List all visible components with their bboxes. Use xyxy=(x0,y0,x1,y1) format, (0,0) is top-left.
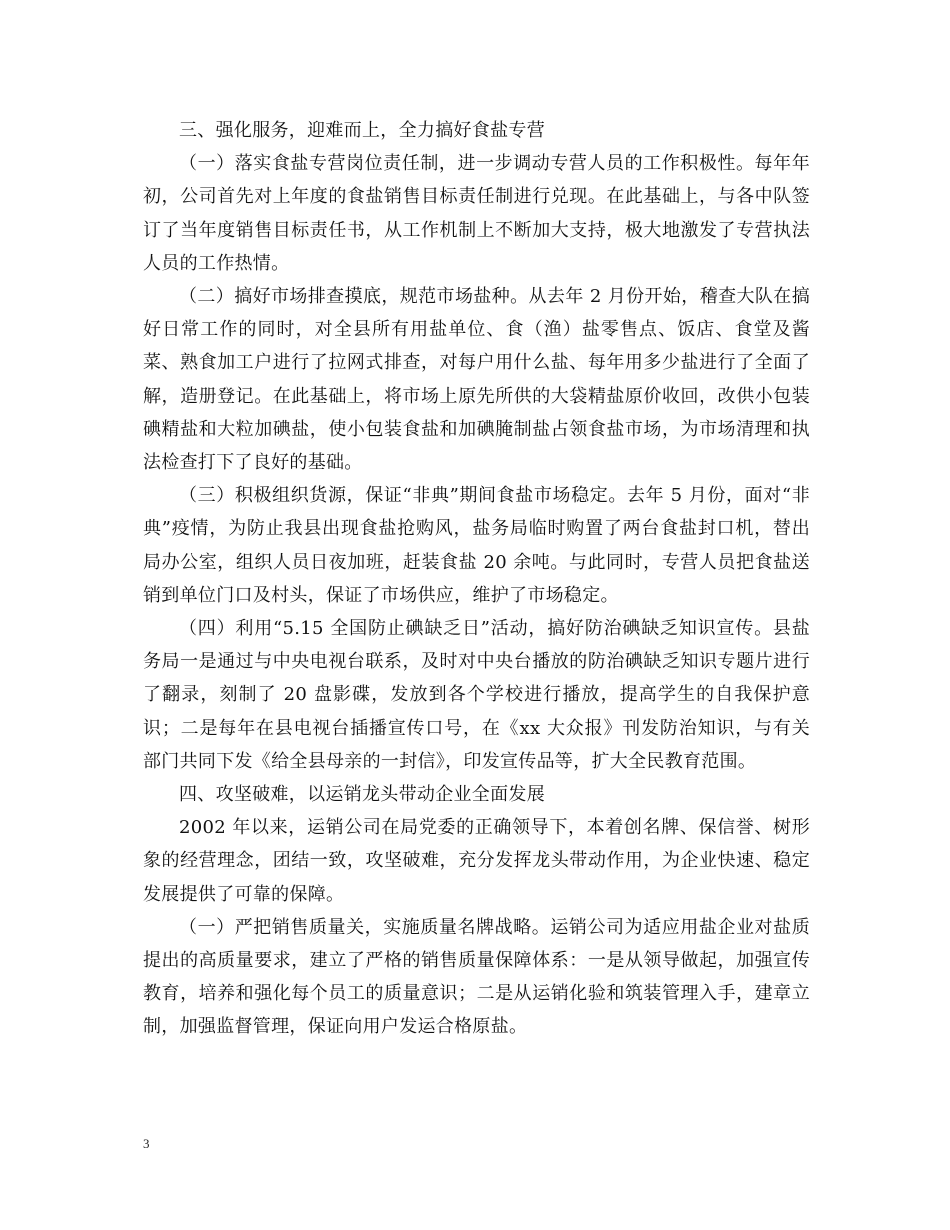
paragraph: （三）积极组织货源，保证“非典”期间食盐市场稳定。去年 5 月份，面对“非典”疫情，为防止我县出现食盐抢购风，盐务局临时购置了两台食盐封口机，替出局办公室，组织人员日夜加班，赶装食盐 20 余吨。与此同时，专营人员把食盐送销到单位门口及村头，保证了市场供应，维护了市场稳定。 xyxy=(143,485,810,606)
page-number: 3 xyxy=(143,1136,150,1151)
paragraph: （四）利用“5.15 全国防止碘缺乏日”活动，搞好防治碘缺乏知识宣传。县盐务局一是通过与中央电视台联系，及时对中央台播放的防治碘缺乏知识专题片进行了翻录，刻制了 20 盘影碟，发放到各个学校进行播放，提高学生的自我保护意识；二是每年在县电视台插播宣传口号，在《xx 大众报》刊发防治知识，与有关部门共同下发《给全县母亲的一封信》，印发宣传品等，扩大全民教育范围。 xyxy=(143,618,810,772)
paragraph: （二）搞好市场排查摸底，规范市场盐种。从去年 2 月份开始，稽查大队在搞好日常工作的同时，对全县所有用盐单位、食（渔）盐零售点、饭店、食堂及酱菜、熟食加工户进行了拉网式排查，对每户用什么盐、每年用多少盐进行了全面了解，造册登记。在此基础上，将市场上原先所供的大袋精盐原价收回，改供小包装碘精盐和大粒加碘盐，使小包装食盐和加碘腌制盐占领食盐市场，为市场清理和执法检查打下了良好的基础。 xyxy=(143,286,810,474)
paragraph: （一）落实食盐专营岗位责任制，进一步调动专营人员的工作积极性。每年年初，公司首先对上年度的食盐销售目标责任制进行兑现。在此基础上，与各中队签订了当年度销售目标责任书，从工作机制上不断加大支持，极大地激发了专营执法人员的工作热情。 xyxy=(143,153,810,274)
section-heading-4: 四、攻坚破难，以运销龙头带动企业全面发展 xyxy=(179,784,545,806)
section-heading-3: 三、强化服务，迎难而上，全力搞好食盐专营 xyxy=(179,120,545,141)
document-body xyxy=(143,114,810,1044)
paragraph: （一）严把销售质量关，实施质量名牌战略。运销公司为适应用盐企业对盐质提出的高质量要求，建立了严格的销售质量保障体系：一是从领导做起，加强宣传教育，培养和强化每个员工的质量意识；二是从运销化验和筑装管理入手，建章立制，加强监督管理，保证向用户发运合格原盐。 xyxy=(143,916,810,1038)
paragraph: 2002 年以来，运销公司在局党委的正确领导下，本着创名牌、保信誉、树形象的经营理念，团结一致，攻坚破难，充分发挥龙头带动作用，为企业快速、稳定发展提供了可靠的保障。 xyxy=(143,817,810,905)
